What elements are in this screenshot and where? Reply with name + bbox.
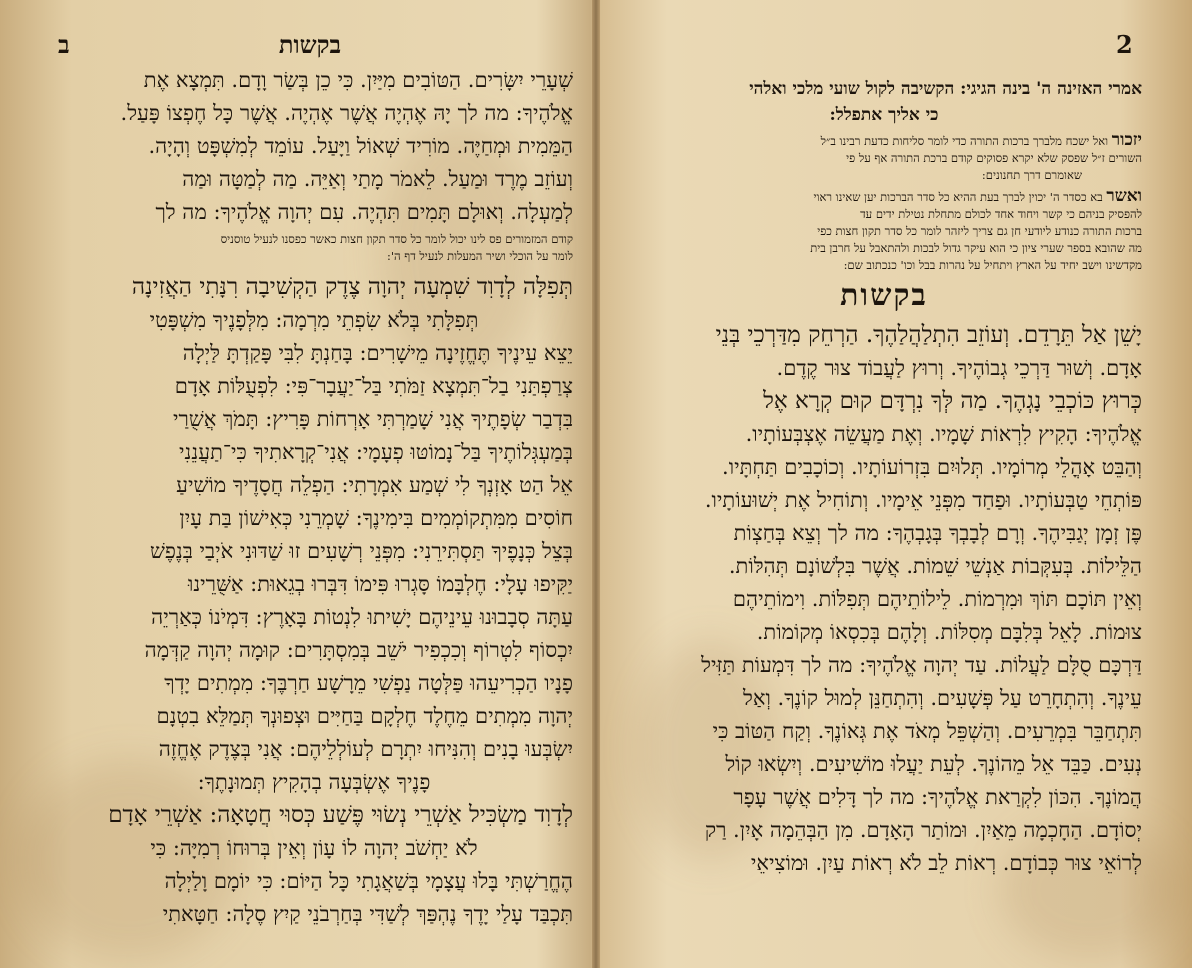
right-intro: [626, 76, 1142, 128]
right-main-lines: [626, 319, 1142, 880]
text-line: נְעִים. כַּבֵּד אֵל מֵהוֹנֶךָ. לְעֵת יַעֲלוּ מוֹשִׁיעִים. וְיִשְׂאוּ קוֹל: [725, 752, 1142, 776]
text-line: יִשְׂבְּעוּ בָנִים וְהִנִּיחוּ יִתְרָם לְעוֹלְלֵיהֶם: אֲנִי בְּצֶדֶק אֶחֱזֶה: [158, 737, 573, 761]
text-line: שְׁעָרֵי יִשָּׂרִים. הַטּוֹבִים מִיַּיִן. כִּי כֵן בְּשַׂר וָדָם. תִּמְצָא אֶת: [143, 68, 573, 92]
note-text: בא כסדר ה' יכוין לברך בעת ההיא כל סדר הברכות יען שאינו ראוי: [813, 190, 1103, 204]
left-main-lines: [55, 271, 573, 799]
text-line: וְעוֹזֵב מֶרֶד וּמַעַל. לֵאמֹר מָתַי וְאַיֵּה. מַה לְמַטָּה וּמַה: [182, 167, 573, 191]
right-page: [598, 0, 1192, 968]
note-line: מקדשינו וישב יחיד על הארץ ויתחיל על נהרות בבל וכו' כנכתוב שם:: [843, 258, 1142, 272]
text-line: בִּדְבַר שְׂפָתֶיךָ אֲנִי שָׁמַרְתִּי אָרְחוֹת פָּרִיץ: תָּמֹךְ אֲשֻׁרַי: [173, 407, 573, 431]
text-line: אֱלֹהֶיךָ: הָקִיץ לִרְאוֹת שָׁמָיו. וְאֶת מַעֲשֵׂה אֶצְבְּעוֹתָיו.: [745, 422, 1142, 446]
text-line: לְרוֹאֵי צוּר כְּבוֹדָם. רְאוֹת לֵב לֹא רְאוֹת עַיִן. וּמוֹצִיאֵי: [750, 851, 1142, 875]
text-line: לֹא יַחְשֹׁב יְהוָה לוֹ עָוֹן וְאֵין בְּרוּחוֹ רְמִיָּה: כִּי: [150, 836, 478, 860]
note-line: מה שהובא בספר שערי ציון כי הוא עיקר גדול לבכות ולהתאבל על חרבן בית: [810, 241, 1142, 255]
right-note-2: [626, 188, 1142, 274]
note-line: ברכות התורה כנודע ליודעי חן גם צריך ליזהר לומר כל סדר תקון חצות כפי: [817, 224, 1142, 238]
text-line: יֵצֵא עֵינֶיךָ תֶּחֱזֶינָה מֵישָׁרִים: בָּחַנְתָּ לִבִּי פָּקַדְתָּ לַּיְלָה: [182, 341, 573, 365]
text-line: הַמֵּמִית וּמְחַיֶּה. מוֹרִיד שְׁאוֹל וַיָּעַל. עוֹמֵד לְמִשְׁפָּט וְהָיָה.: [148, 134, 573, 158]
text-line: לְדָוִד מַשְׂכִּיל אַשְׁרֵי נְשׂוּי פֶּשַׁע כְּסוּי חֲטָאָה: אַשְׁרֵי אָדָם: [108, 802, 573, 828]
text-line: עַתָּה סְבָבוּנוּ עֵינֵיהֶם יָשִׁיתוּ לִנְטוֹת בָּאָרֶץ: דִּמְיֹנוֹ כְּאַרְיֵה: [151, 605, 573, 629]
text-line: חוֹסִים מִמִּתְקוֹמְמִים בִּימִינֶךָ: שָׁמְרֵנִי כְּאִישׁוֹן בַּת עָיִן: [179, 506, 573, 530]
text-line: פָנָיו הַכְרִיעֵהוּ פַּלְּטָה נַפְשִׁי מֵרָשָׁע חַרְבֶּךָ: מִמְתִים יָדְךָ: [164, 671, 573, 695]
note-line: השורים ז״ל שפסק שלא יקרא פסוקים קודם ברכת התורה אף על פי: [846, 151, 1142, 165]
left-text-block: [55, 64, 573, 931]
text-line: עֵינֶךָ. וְהִתְחָרֵט עַל פְּשָׁעִים. וְהִתְחַנֵּן לְמוּל קוֹנֶךָ. וְאַל: [743, 686, 1142, 710]
text-line: יִכְסוֹף לִטְרוֹף וְכִכְפִיר יֹשֵׁב בְּמִסְתָּרִים: קוּמָה יְהוָה קַדְּמָה: [144, 638, 573, 662]
note-heading: יזכור: [1111, 132, 1142, 150]
text-line: צוּמוֹת. לָאֵל בְּלִבָּם מְסִלּוֹת. וְלָהֶם בְּכִסְאוֹ מְקוֹמוֹת.: [756, 620, 1142, 644]
note-line: לומר על הוכלי ושיר המעלות לנעיל דף ה':: [386, 249, 573, 263]
text-line: בְּצֵל כְּנָפֶיךָ תַּסְתִּירֵנִי: מִפְּנֵי רְשָׁעִים זוּ שַׁדּוּנִי אֹיְבַי בְּנֶפֶשׁ: [150, 539, 573, 563]
note-heading: ואשר: [1106, 188, 1142, 206]
text-line: תִּכְבַּד עָלַי יָדֶךָ נֶהְפַּךְ לְשַׁדִּי בְּחַרְבֹנֵי קַיִץ סֶלָה: חַטָּאתִי: [162, 902, 573, 926]
page-number-left: ב: [58, 30, 70, 59]
section-title: בקשות: [840, 278, 928, 313]
left-top-lines: [55, 64, 573, 229]
text-line: תְּפִלָּתִי בְּלֹא שִׂפְתֵי מִרְמָה: מִלְּפָנֶיךָ מִשְׁפָּטִי: [149, 308, 479, 332]
text-line: יְהוָה מִמְתִים מֵחֶלֶד חֶלְקָם בַּחַיִּים וּצְפוּנְךָ תְּמַלֵּא בִטְנָם: [156, 704, 573, 728]
note-line: [626, 132, 1142, 150]
text-line: יְסוֹדָם. הַחָכְמָה מֵאַיִן. וּמוֹתַר הָאָדָם. מִן הַבְּהֵמָה אָיִן. רַק: [704, 818, 1142, 842]
text-line: צְרַפְתַּנִי בַל־תִּמְצָא זַמֹּתִי בַּל־יַעֲבָר־פִּי: לִפְעֻלּוֹת אָדָם: [174, 374, 573, 398]
text-line: פָנֶיךָ אֶשְׂבְּעָה בְהָקִיץ תְּמוּנָתֶךָ:: [197, 770, 431, 794]
note-line: שאומרם דרך תחנונים:: [981, 168, 1082, 182]
text-line: הַלֵּילוֹת. בְּעִקְּבוֹת אַנְשֵׁי שֵׁמוֹת. אֲשֶׁר בִּלְשׁוֹנָם תְּהִלּוֹת.: [728, 554, 1142, 578]
note-line: [626, 188, 1142, 206]
text-line: אמרי האזינה ה' בינה הגיגי: הקשיבה לקול שועי מלכי ואלהי: [749, 79, 1142, 99]
text-line: יָשֵׁן אַל תֵּרָדֵם. וְעוֹזֵב הִתְלַהֲלַהֶךָ. הַרְחֵק מִדַּרְכֵי בְּנֵי: [715, 322, 1142, 348]
left-notes: [55, 231, 573, 265]
text-line: תִּתְחַבֵּר בִּמְרֵעִים. וְהַשְׁפֵּל מְאֹד אֶת גְּאוֹנֶךָ. וְקַח הַטּוֹב כִּי: [712, 719, 1142, 743]
right-text-block: [626, 76, 1142, 880]
text-line: בְּמַעְגְּלוֹתֶיךָ בַּל־נָמוֹטּוּ פְעָמָי: אֲנִי־קְרָאתִיךָ כִּי־תַעֲנֵנִי: [179, 440, 573, 464]
note-line: קודם המזמורים פס לינו יכול לומר כל סדר תקון חצות כאשר כפסנו לנעיל טוסניס: [220, 232, 573, 246]
text-line: וְהַבֵּט אָהֳלֵי מְרוֹמָיו. תְּלוּיִם בִּזְרוֹעוֹתָיו. וְכוֹכָבִים תַּחְתָּיו.: [722, 455, 1142, 479]
text-line: הֶחֱרַשְׁתִּי בָּלוּ עֲצָמָי בְּשַׁאֲגָתִי כָּל הַיּוֹם: כִּי יוֹמָם וָלַיְלָה: [164, 869, 573, 893]
text-line: אֵל הַט אָזְנְךָ לִי שְׁמַע אִמְרָתִי: הַפְלֵה חֲסָדֶיךָ מוֹשִׁיעַ: [176, 473, 573, 497]
text-line: וְאֵין תּוֹכָם תּוֹךְ וּמִרְמוֹת. לֵילוֹתֵיהֶם תְּפִלּוֹת. וִימוֹתֵיהֶם: [732, 587, 1142, 611]
left-bottom-lines: [55, 799, 573, 931]
text-line: אָדָם. וְשׁוּר דַּרְכֵי גְבוֹהֶיךָ. וְרוּץ לַעֲבוֹד צוּר קֶדֶם.: [776, 356, 1142, 380]
text-line: לְמַעְלָה. וְאוּלָם תָּמִים תִּהְיֶה. עִם יְהוָה אֱלֹהֶיךָ: מה לך: [155, 200, 573, 224]
text-line: יַקִּיפוּ עָלָי: חֶלְבָּמוֹ סָּגְרוּ פִּימוֹ דִּבְּרוּ בְגֵאוּת: אַשֻּׁרֵינוּ: [187, 572, 573, 596]
right-note-1: [626, 132, 1142, 184]
text-line: אֱלֹהֶיךָ: מה לך יָהּ אֶהְיֶה אֲשֶׁר אֶהְיֶה. אֲשֶׁר כָּל חֶפְצוֹ פָּעַל.: [120, 101, 573, 125]
text-line: תְּפִלָּה לְדָוִד שִׁמְעָה יְהוָה צֶדֶק הַקְשִׁיבָה רִנָּתִי הַאֲזִינָה: [131, 274, 573, 300]
text-line: דַּרְכָּם סֻלָּם לַעֲלוֹת. עַד יְהוָה אֱלֹהֶיךָ: מה לך דִּמְעוֹת תַּזִּיל: [701, 653, 1142, 677]
left-page: [0, 0, 594, 968]
text-line: כְּרוּץ כּוֹכְבֵי נָגְהֶךָ. מַה לְּךָ נִרְדָּם קוּם קְרָא אֶל: [763, 388, 1142, 414]
note-text: ואל ישכח מלברך ברכות התורה כדי לומר סליחות כדעת רבינו ב״ל: [820, 134, 1109, 148]
page-number-right: 2: [1116, 30, 1133, 59]
text-line: כי אליך אתפלל:: [829, 105, 939, 125]
text-line: פֶּן זְמָן יְגַבִּיהֶךָ. וְרָם לְבָבְךָ בְּגָבְהֶךָ: מה לך וְצֵא בְּחַצְוֹת: [733, 521, 1142, 545]
text-line: פּוֹתְחֵי טַבְּעוֹתָיו. וּפַחַד מִפְּנֵי אֵימָיו. וְתוֹחִיל אֶת יְשׁוּעוֹתָיו.: [704, 488, 1142, 512]
note-line: להפסיק בניהם כי קשר ויחוד אחד לכולם מתחלת נטילת ידים עד: [860, 207, 1142, 221]
running-title-left: בקשות: [278, 30, 342, 59]
text-line: הֲמוֹנֶךָ. הִכּוֹן לִקְרַאת אֱלֹהֶיךָ: מה לך דָּלִים אֲשֶׁר עָפָר: [733, 785, 1142, 809]
